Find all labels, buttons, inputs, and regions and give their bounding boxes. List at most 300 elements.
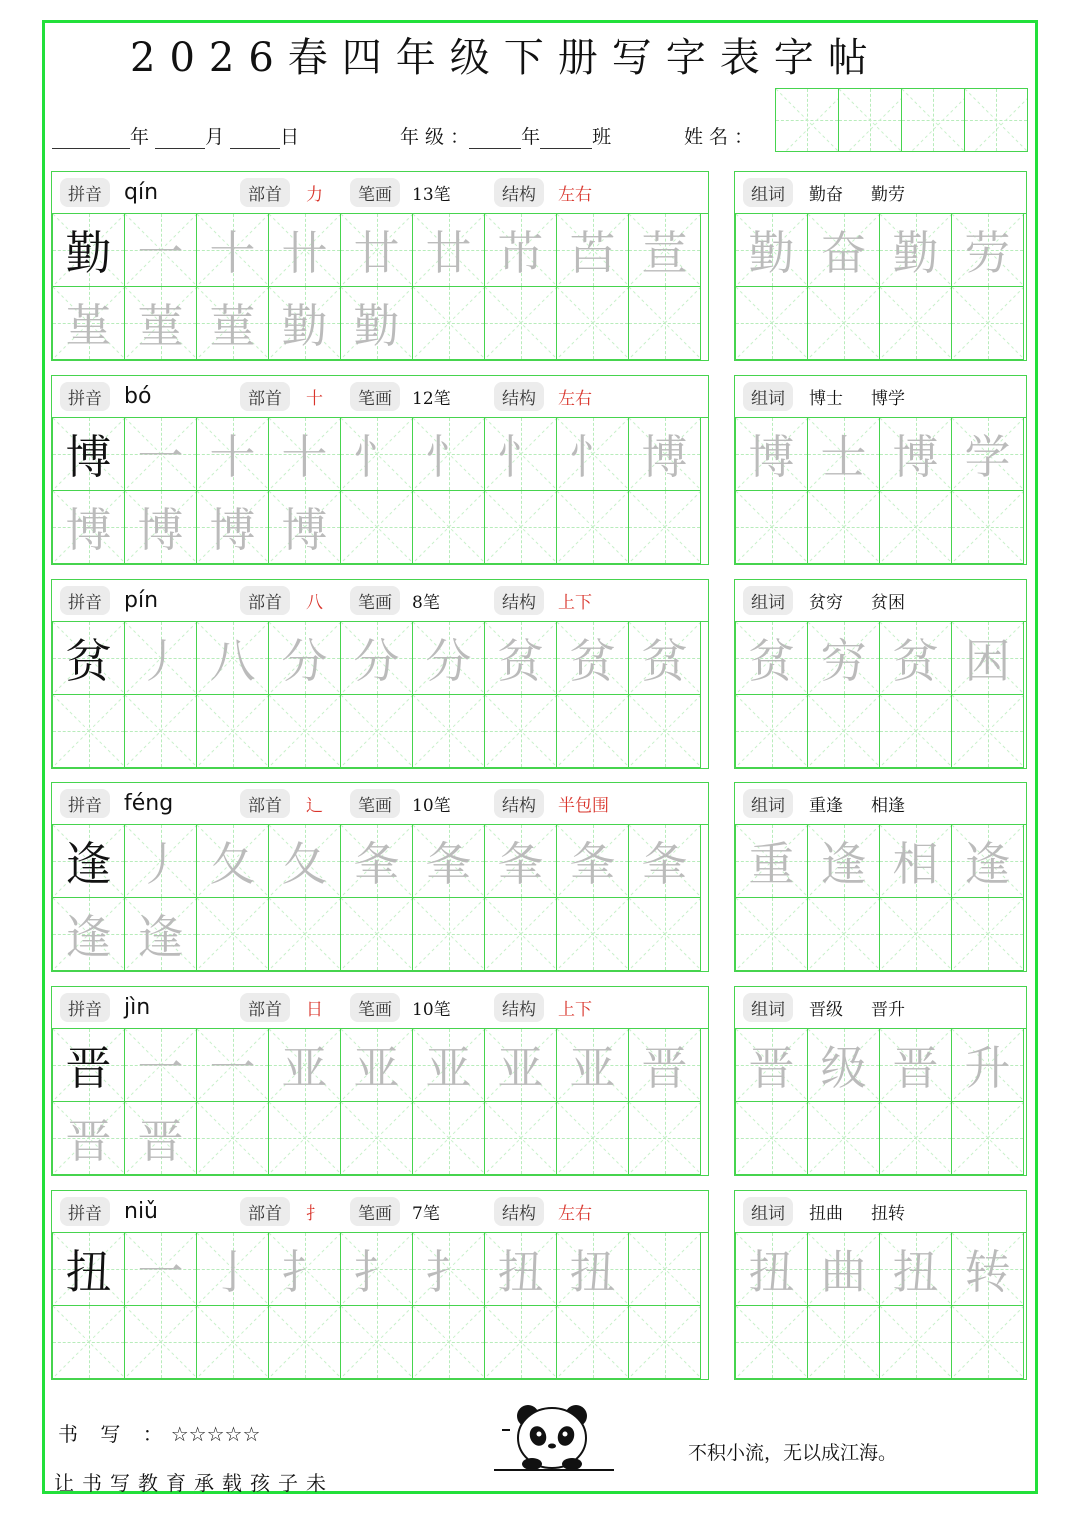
stroke-order-cell[interactable] [412,490,485,564]
stroke-order-cell[interactable] [556,490,629,564]
stroke-order-cell[interactable] [556,621,629,695]
structure-value: 上下 [558,1000,592,1020]
word-cell[interactable] [735,694,808,768]
model-character-cell[interactable] [52,417,125,491]
stroke-order-cell[interactable] [196,1305,269,1379]
strokes-value: 13笔 [412,185,451,205]
cell-character: 士 [820,430,867,484]
stroke-order-cell[interactable] [340,490,413,564]
cell-character: 一 [137,1245,184,1299]
stroke-order-cell[interactable] [268,621,341,695]
radical-tag: 部首 [240,993,290,1022]
stroke-order-cell[interactable] [556,694,629,768]
stroke-order-cell[interactable] [484,824,557,898]
structure-value: 左右 [558,389,592,409]
name-box-cell[interactable] [775,88,839,152]
word-cell[interactable] [807,213,880,287]
word-2: 扭转 [871,1204,905,1224]
stroke-order-cell[interactable] [124,417,197,491]
stroke-order-cell[interactable] [556,824,629,898]
stroke-order-cell[interactable] [124,1101,197,1175]
month-blank[interactable] [155,128,205,149]
stroke-order-cell[interactable] [340,213,413,287]
cell-character: 十 [281,430,328,484]
strokes-value: 12笔 [412,389,451,409]
stroke-order-cell[interactable] [124,286,197,360]
word-1: 晋级 [809,1000,843,1020]
stroke-order-cell[interactable] [412,1232,485,1306]
stroke-order-cell[interactable] [124,213,197,287]
cell-character: 扭 [569,1245,616,1299]
word-cell[interactable] [807,286,880,360]
cell-character: 一 [137,1041,184,1095]
structure-tag: 结构 [494,789,544,818]
stroke-order-cell[interactable] [484,897,557,971]
cell-character: 晋 [892,1041,939,1095]
word-practice-block [734,579,1027,769]
stroke-order-cell[interactable] [628,490,701,564]
cell-character: 夆 [497,837,544,891]
word-cell[interactable] [951,1101,1024,1175]
words-tag: 组词 [743,789,793,818]
stroke-order-cell[interactable] [484,621,557,695]
word-cell[interactable] [807,1028,880,1102]
stroke-order-cell[interactable] [52,286,125,360]
stroke-order-cell[interactable] [484,1028,557,1102]
stroke-order-cell[interactable] [412,1101,485,1175]
cell-character: 丿 [137,634,184,688]
structure-value: 半包围 [558,796,609,816]
word-cell[interactable] [807,897,880,971]
stroke-order-cell[interactable] [484,213,557,287]
word-cell[interactable] [951,213,1024,287]
stroke-order-cell[interactable] [268,1101,341,1175]
radical-value: 辶 [306,796,323,816]
model-character-cell[interactable] [52,213,125,287]
cell-character: 扭 [65,1245,112,1299]
page-title: 2026春四年级下册写字表字帖 [130,35,882,81]
strokes-value: 10笔 [412,796,451,816]
word-cell[interactable] [807,824,880,898]
stroke-order-cell[interactable] [268,1305,341,1379]
char-info-header [52,376,708,418]
cell-character: 一 [209,1041,256,1095]
cell-character: 夆 [641,837,688,891]
word-cell[interactable] [735,490,808,564]
stroke-order-cell[interactable] [628,1305,701,1379]
cell-character: 级 [820,1041,867,1095]
cell-character: 扭 [748,1245,795,1299]
stroke-order-cell[interactable] [556,1305,629,1379]
stroke-order-cell[interactable] [340,824,413,898]
stroke-order-cell[interactable] [52,1101,125,1175]
word-cell[interactable] [951,897,1024,971]
name-box-cell[interactable] [838,88,902,152]
cell-character: 劳 [964,226,1011,280]
stroke-order-cell[interactable] [124,824,197,898]
stroke-order-cell[interactable] [628,1101,701,1175]
char-info-header [52,987,708,1029]
stroke-order-cell[interactable] [412,213,485,287]
cell-character: 一 [137,430,184,484]
stroke-order-cell[interactable] [340,621,413,695]
model-character-cell[interactable] [52,1028,125,1102]
stroke-order-cell[interactable] [556,1232,629,1306]
cell-character: 忄 [497,430,544,484]
pinyin-tag: 拼音 [60,1197,110,1226]
cell-character: 菫 [137,299,184,353]
word-cell[interactable] [951,694,1024,768]
word-1: 扭曲 [809,1204,843,1224]
model-character-cell[interactable] [52,824,125,898]
stroke-order-cell[interactable] [340,1305,413,1379]
radical-tag: 部首 [240,178,290,207]
stroke-order-cell[interactable] [196,621,269,695]
word-1: 勤奋 [809,185,843,205]
cell-character: 博 [65,503,112,557]
stroke-order-cell[interactable] [628,417,701,491]
words-tag: 组词 [743,993,793,1022]
cell-character: 丿 [137,837,184,891]
words-header [735,580,1026,622]
word-cell[interactable] [735,286,808,360]
radical-value: 日 [306,1000,323,1020]
word-practice-block [734,1190,1027,1380]
words-tag: 组词 [743,586,793,615]
cell-character: 晋 [65,1114,112,1168]
year-blank[interactable] [52,128,130,149]
char-info-header [52,172,708,214]
cell-character: 晋 [137,1114,184,1168]
stroke-order-cell[interactable] [556,1028,629,1102]
word-cell[interactable] [879,1305,952,1379]
stroke-order-cell[interactable] [196,490,269,564]
strokes-tag: 笔画 [350,789,400,818]
cell-character: 晋 [748,1041,795,1095]
word-cell[interactable] [879,621,952,695]
stroke-order-cell[interactable] [196,897,269,971]
cell-character: 困 [964,634,1011,688]
stroke-order-cell[interactable] [268,824,341,898]
stroke-order-cell[interactable] [268,417,341,491]
words-header [735,987,1026,1029]
stroke-order-cell[interactable] [268,1028,341,1102]
cell-character: 博 [65,430,112,484]
pinyin-tag: 拼音 [60,993,110,1022]
cell-character: 贫 [892,634,939,688]
word-cell[interactable] [735,824,808,898]
stroke-order-cell[interactable] [412,694,485,768]
word-cell[interactable] [951,824,1024,898]
stroke-order-cell[interactable] [340,1232,413,1306]
word-cell[interactable] [735,417,808,491]
words-header [735,376,1026,418]
name-box-cell[interactable] [964,88,1028,152]
word-cell[interactable] [735,1028,808,1102]
stroke-order-cell[interactable] [196,694,269,768]
cell-character: 博 [892,430,939,484]
stroke-order-cell[interactable] [196,417,269,491]
stroke-order-cell[interactable] [196,213,269,287]
stroke-order-cell[interactable] [556,417,629,491]
cell-character: 分 [281,634,328,688]
stroke-order-cell[interactable] [268,286,341,360]
cell-character: 苩 [569,226,616,280]
stroke-order-cell[interactable] [484,286,557,360]
stroke-order-cell[interactable] [628,621,701,695]
word-practice-block [734,782,1027,972]
stroke-order-cell[interactable] [196,1101,269,1175]
radical-value: 扌 [306,1204,323,1224]
name-boxes[interactable] [776,89,1028,152]
stroke-order-cell[interactable] [268,490,341,564]
cell-character: 堇 [65,299,112,353]
word-cell[interactable] [879,213,952,287]
radical-tag: 部首 [240,1197,290,1226]
cell-character: 分 [353,634,400,688]
stroke-order-cell[interactable] [268,694,341,768]
cell-character: 卄 [281,226,328,280]
stroke-order-cell[interactable] [628,824,701,898]
stroke-order-cell[interactable] [124,1305,197,1379]
word-cell[interactable] [807,490,880,564]
word-cell[interactable] [807,1101,880,1175]
cell-character: 逢 [65,837,112,891]
char-info-header [52,580,708,622]
word-cell[interactable] [807,417,880,491]
cell-character: 博 [281,503,328,557]
stroke-order-cell[interactable] [628,897,701,971]
cell-character: 勤 [748,226,795,280]
word-cell[interactable] [807,1305,880,1379]
pinyin-value: qín [124,180,159,205]
stroke-order-cell[interactable] [124,694,197,768]
word-cell[interactable] [951,1232,1024,1306]
word-cell[interactable] [951,286,1024,360]
cell-character: 一 [137,226,184,280]
model-character-cell[interactable] [52,1232,125,1306]
stroke-order-cell[interactable] [52,490,125,564]
stroke-order-cell[interactable] [628,213,701,287]
words-header [735,1191,1026,1233]
word-cell[interactable] [735,621,808,695]
panda-illustration [492,1398,616,1474]
stroke-order-cell[interactable] [340,694,413,768]
cell-character: 荁 [641,226,688,280]
stroke-order-cell[interactable] [268,213,341,287]
stroke-order-cell[interactable] [412,621,485,695]
word-cell[interactable] [951,490,1024,564]
word-cell[interactable] [807,621,880,695]
word-cell[interactable] [735,1232,808,1306]
word-cell[interactable] [879,286,952,360]
char-practice-block [51,171,709,361]
stroke-order-cell[interactable] [196,1232,269,1306]
stroke-order-cell[interactable] [412,286,485,360]
cell-character: 廿 [425,226,472,280]
word-cell[interactable] [735,1305,808,1379]
cell-character: 忄 [353,430,400,484]
star-rating[interactable]: ☆☆☆☆☆ [170,1422,261,1446]
word-1: 博士 [809,389,843,409]
stroke-order-cell[interactable] [628,694,701,768]
cell-character: 贫 [641,634,688,688]
word-cell[interactable] [735,213,808,287]
word-cell[interactable] [807,1232,880,1306]
stroke-order-cell[interactable] [484,1305,557,1379]
cell-character: 勤 [65,226,112,280]
stroke-order-cell[interactable] [124,490,197,564]
stroke-order-cell[interactable] [484,490,557,564]
word-cell[interactable] [879,1028,952,1102]
day-blank[interactable] [230,128,280,149]
cell-character: 夆 [353,837,400,891]
strokes-tag: 笔画 [350,178,400,207]
stroke-order-cell[interactable] [340,286,413,360]
word-cell[interactable] [879,824,952,898]
words-tag: 组词 [743,178,793,207]
stroke-order-cell[interactable] [484,1232,557,1306]
structure-tag: 结构 [494,1197,544,1226]
char-practice-block [51,986,709,1176]
word-cell[interactable] [879,417,952,491]
strokes-value: 8笔 [412,593,440,613]
stroke-order-cell[interactable] [628,286,701,360]
cell-character: 穷 [820,634,867,688]
word-cell[interactable] [951,621,1024,695]
word-cell[interactable] [879,1101,952,1175]
word-cell[interactable] [735,1101,808,1175]
stroke-order-cell[interactable] [412,417,485,491]
stroke-order-cell[interactable] [412,897,485,971]
quote: 不积小流，无以成江海。 [688,1442,898,1464]
cell-character: 夂 [281,837,328,891]
stroke-order-cell[interactable] [196,286,269,360]
cell-character: 逢 [820,837,867,891]
cell-character: 分 [425,634,472,688]
cell-character: 亚 [425,1041,472,1095]
cell-character: 扌 [281,1245,328,1299]
stroke-order-cell[interactable] [124,621,197,695]
cell-character: 夆 [425,837,472,891]
structure-value: 左右 [558,185,592,205]
pinyin-value: jìn [124,995,151,1020]
stroke-order-cell[interactable] [124,1232,197,1306]
word-cell[interactable] [807,694,880,768]
stroke-order-cell[interactable] [484,1101,557,1175]
cell-character: 学 [964,430,1011,484]
word-cell[interactable] [951,1305,1024,1379]
char-info-header [52,1191,708,1233]
word-cell[interactable] [879,1232,952,1306]
stroke-order-cell[interactable] [124,1028,197,1102]
stroke-order-cell[interactable] [196,824,269,898]
word-1: 重逢 [809,796,843,816]
name-box-cell[interactable] [901,88,965,152]
radical-value: 十 [306,389,323,409]
stroke-order-cell[interactable] [484,417,557,491]
cell-character: 忄 [425,430,472,484]
stroke-order-cell[interactable] [340,897,413,971]
stroke-order-cell[interactable] [124,897,197,971]
cell-character: 芇 [497,226,544,280]
words-tag: 组词 [743,1197,793,1226]
stroke-order-cell[interactable] [340,1028,413,1102]
stroke-order-cell[interactable] [628,1028,701,1102]
stroke-order-cell[interactable] [556,213,629,287]
stroke-order-cell[interactable] [412,1305,485,1379]
cell-character: 博 [209,503,256,557]
name-label: 姓 名 ： [684,126,754,148]
structure-value: 上下 [558,593,592,613]
word-cell[interactable] [879,694,952,768]
word-cell[interactable] [951,1028,1024,1102]
stroke-order-cell[interactable] [52,1305,125,1379]
date-line: 年 月 日 [52,122,299,149]
char-info-header [52,783,708,825]
rating-line: 书 写 ：☆☆☆☆☆ [58,1422,261,1446]
stroke-order-cell[interactable] [52,694,125,768]
grade-blank[interactable] [469,128,521,149]
stroke-order-cell[interactable] [268,1232,341,1306]
structure-tag: 结构 [494,178,544,207]
stroke-order-cell[interactable] [340,1101,413,1175]
stroke-order-cell[interactable] [412,824,485,898]
words-header [735,783,1026,825]
cell-character: 重 [748,837,795,891]
cell-character: 勤 [281,299,328,353]
stroke-order-cell[interactable] [52,897,125,971]
cell-character: 贫 [497,634,544,688]
cell-character: 贫 [569,634,616,688]
pinyin-value: pín [124,588,159,613]
word-cell[interactable] [951,417,1024,491]
cell-character: 亚 [281,1041,328,1095]
stroke-order-cell[interactable] [556,1101,629,1175]
cell-character: 扭 [892,1245,939,1299]
stroke-order-cell[interactable] [484,694,557,768]
pinyin-value: bó [124,384,152,409]
radical-value: 力 [306,185,323,205]
cell-character: 奋 [820,226,867,280]
structure-tag: 结构 [494,993,544,1022]
cell-character: 曲 [820,1245,867,1299]
stroke-order-cell[interactable] [556,897,629,971]
word-1: 贫穷 [809,593,843,613]
char-practice-block [51,1190,709,1380]
class-blank[interactable] [540,128,592,149]
word-practice-block [734,986,1027,1176]
cell-character: 八 [209,634,256,688]
word-cell[interactable] [879,897,952,971]
pinyin-tag: 拼音 [60,586,110,615]
model-character-cell[interactable] [52,621,125,695]
cell-character: 夂 [209,837,256,891]
structure-tag: 结构 [494,382,544,411]
stroke-order-cell[interactable] [412,1028,485,1102]
stroke-order-cell[interactable] [196,1028,269,1102]
stroke-order-cell[interactable] [340,417,413,491]
stroke-order-cell[interactable] [556,286,629,360]
stroke-order-cell[interactable] [268,897,341,971]
word-practice-block [734,171,1027,361]
stroke-order-cell[interactable] [628,1232,701,1306]
cell-character: 扌 [425,1245,472,1299]
word-2: 相逢 [871,796,905,816]
cell-character: 相 [892,837,939,891]
word-cell[interactable] [735,897,808,971]
word-cell[interactable] [879,490,952,564]
